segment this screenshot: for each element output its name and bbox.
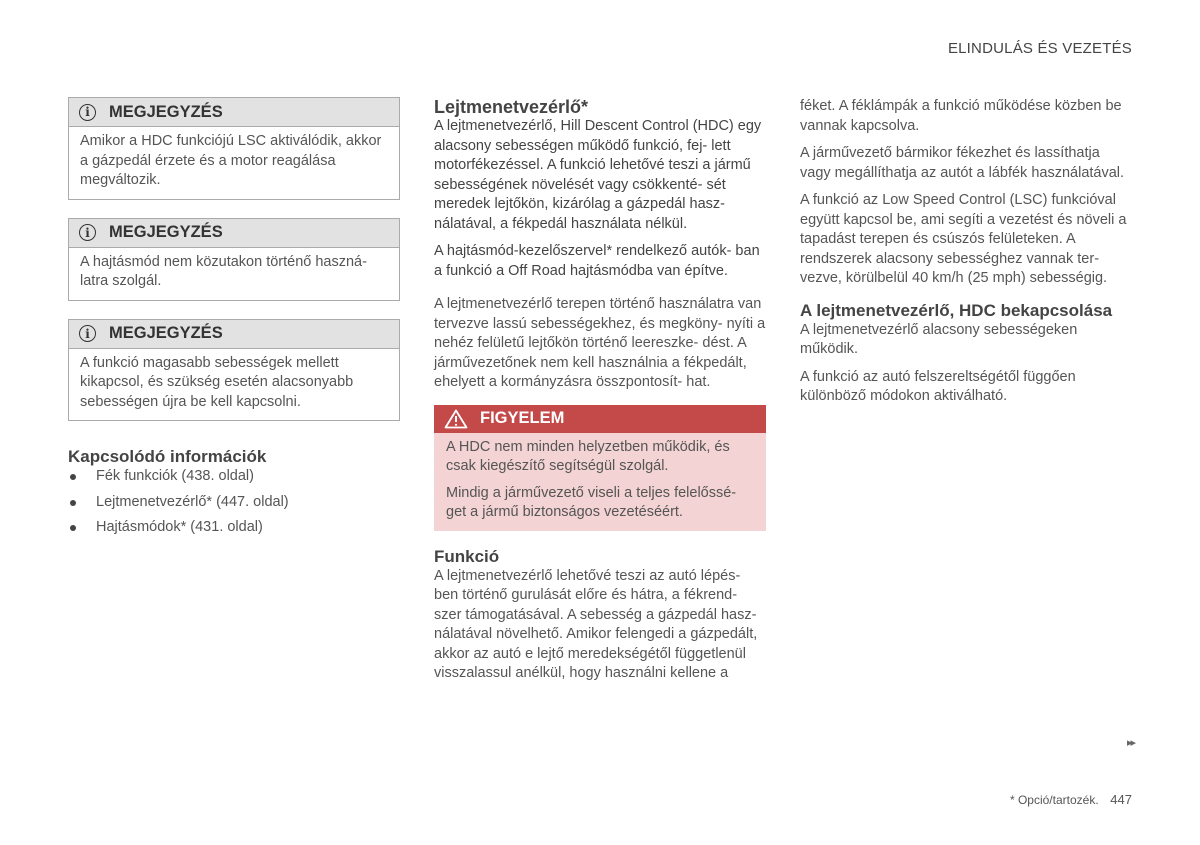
continue-arrows-icon: ▸▸: [1126, 737, 1134, 749]
info-icon: i: [79, 224, 96, 241]
warning-triangle-icon: [444, 409, 468, 429]
related-link-drive-modes[interactable]: Hajtásmódok* (431. oldal): [68, 518, 400, 538]
note-title: MEGJEGYZÉS: [109, 223, 223, 241]
paragraph: féket. A féklámpák a funkció működése közben be vannak kapcsolva.: [800, 98, 1122, 134]
note-header: [69, 98, 399, 127]
note-box: [68, 319, 400, 422]
info-icon: i: [79, 325, 96, 342]
warning-title: FIGYELEM: [480, 409, 565, 427]
column-right: [800, 97, 1132, 415]
related-link-brake-functions[interactable]: Fék funkciók (438. oldal): [68, 467, 400, 487]
note-title: MEGJEGYZÉS: [109, 324, 223, 342]
warning-text: Mindig a járművezető viseli a teljes felelőssé- get a jármű biztonságos vezetéséért.: [446, 484, 737, 520]
paragraph: A lejtmenetvezérlő terepen történő használatra van tervezve lassú sebességekhez, és megköny- nyíti a nehéz felületű lejtőkön történő leereszke- dést. A járművezetőnek nem kell használnia a fékpedált, ehelyett a kormányzásra összpontosít- hat.: [434, 296, 766, 390]
activation-heading: A lejtmenetvezérlő, HDC bekapcsolása: [800, 300, 1113, 320]
warning-header: [434, 405, 766, 433]
paragraph: A járművezető bármikor fékezhet és lassíthatja vagy megállíthatja az autót a lábfék használatával.: [800, 145, 1125, 181]
related-info-heading: Kapcsolódó információk: [68, 447, 267, 466]
note-text: A hajtásmód nem közutakon történő haszná- latra szolgál.: [80, 253, 367, 289]
column-middle: [434, 97, 766, 692]
note-text: Amikor a HDC funkciójú LSC aktiválódik, akkor a gázpedál érzete és a motor reagálása megváltozik.: [80, 133, 382, 188]
note-header: [69, 320, 399, 349]
paragraph: A lejtmenetvezérlő alacsony sebességeken működik.: [800, 321, 1078, 357]
paragraph: A lejtmenetvezérlő, Hill Descent Control (HDC) egy alacsony sebességen működő funkció, fej- lett motorfékezéssel. A funkció lehetővé teszi a jármű sebességének növelését vagy csökkenté- sét meredek lejtőkön, kizárólag a gázpedál hasz- nálatával, a fékpedál használata nélkül.: [434, 118, 762, 232]
note-box: [68, 97, 400, 200]
warning-body: [434, 433, 766, 531]
related-link-hill-descent[interactable]: Lejtmenetvezérlő* (447. oldal): [68, 493, 400, 513]
paragraph: A funkció az Low Speed Control (LSC) funkcióval együtt kapcsol be, ami segíti a vezetést és növeli a tapadást terepen és csúszós felületeken. A rendszerek alacsony sebességhez vannak ter- vezve, körülbelül 40 km/h (25 mph) sebességig.: [800, 192, 1127, 286]
function-heading: Funkció: [434, 546, 500, 566]
paragraph: A funkció az autó felszereltségétől függően különböző módokon aktiválható.: [800, 368, 1076, 404]
note-title: MEGJEGYZÉS: [109, 102, 223, 121]
section-title: Lejtmenetvezérlő*: [434, 97, 589, 117]
page-footer: [1010, 792, 1132, 807]
note-box: [68, 218, 400, 301]
footnote: * Opció/tartozék.: [1009, 793, 1099, 807]
related-links-list: [68, 467, 400, 538]
section-header: ELINDULÁS ÉS VEZETÉS: [947, 40, 1132, 57]
page-number: 447: [1110, 792, 1132, 807]
note-header: [69, 219, 399, 248]
paragraph: A lejtmenetvezérlő lehetővé teszi az autó lépés- ben történő gurulását előre és hátra, a fékrend- szer támogatásával. A sebesség a gázpedál hasz- nálatával növelhető. Amikor felengedi a gázpedált, akkor az autó e lejtő meredekségétől függetlenül visszalassul anélkül, hogy használni kellene a: [434, 567, 758, 681]
warning-box: [434, 405, 766, 531]
column-left: [68, 97, 400, 544]
paragraph: A hajtásmód-kezelőszervel* rendelkező autók- ban a funkció a Off Road hajtásmódba van építve.: [434, 243, 760, 279]
note-text: A funkció magasabb sebességek mellett kikapcsol, és szükség esetén alacsonyabb sebességen újra be kell kapcsolni.: [80, 354, 354, 410]
info-icon: i: [79, 104, 96, 121]
warning-text: A HDC nem minden helyzetben működik, és csak kiegészítő segítségül szolgál.: [446, 438, 730, 474]
